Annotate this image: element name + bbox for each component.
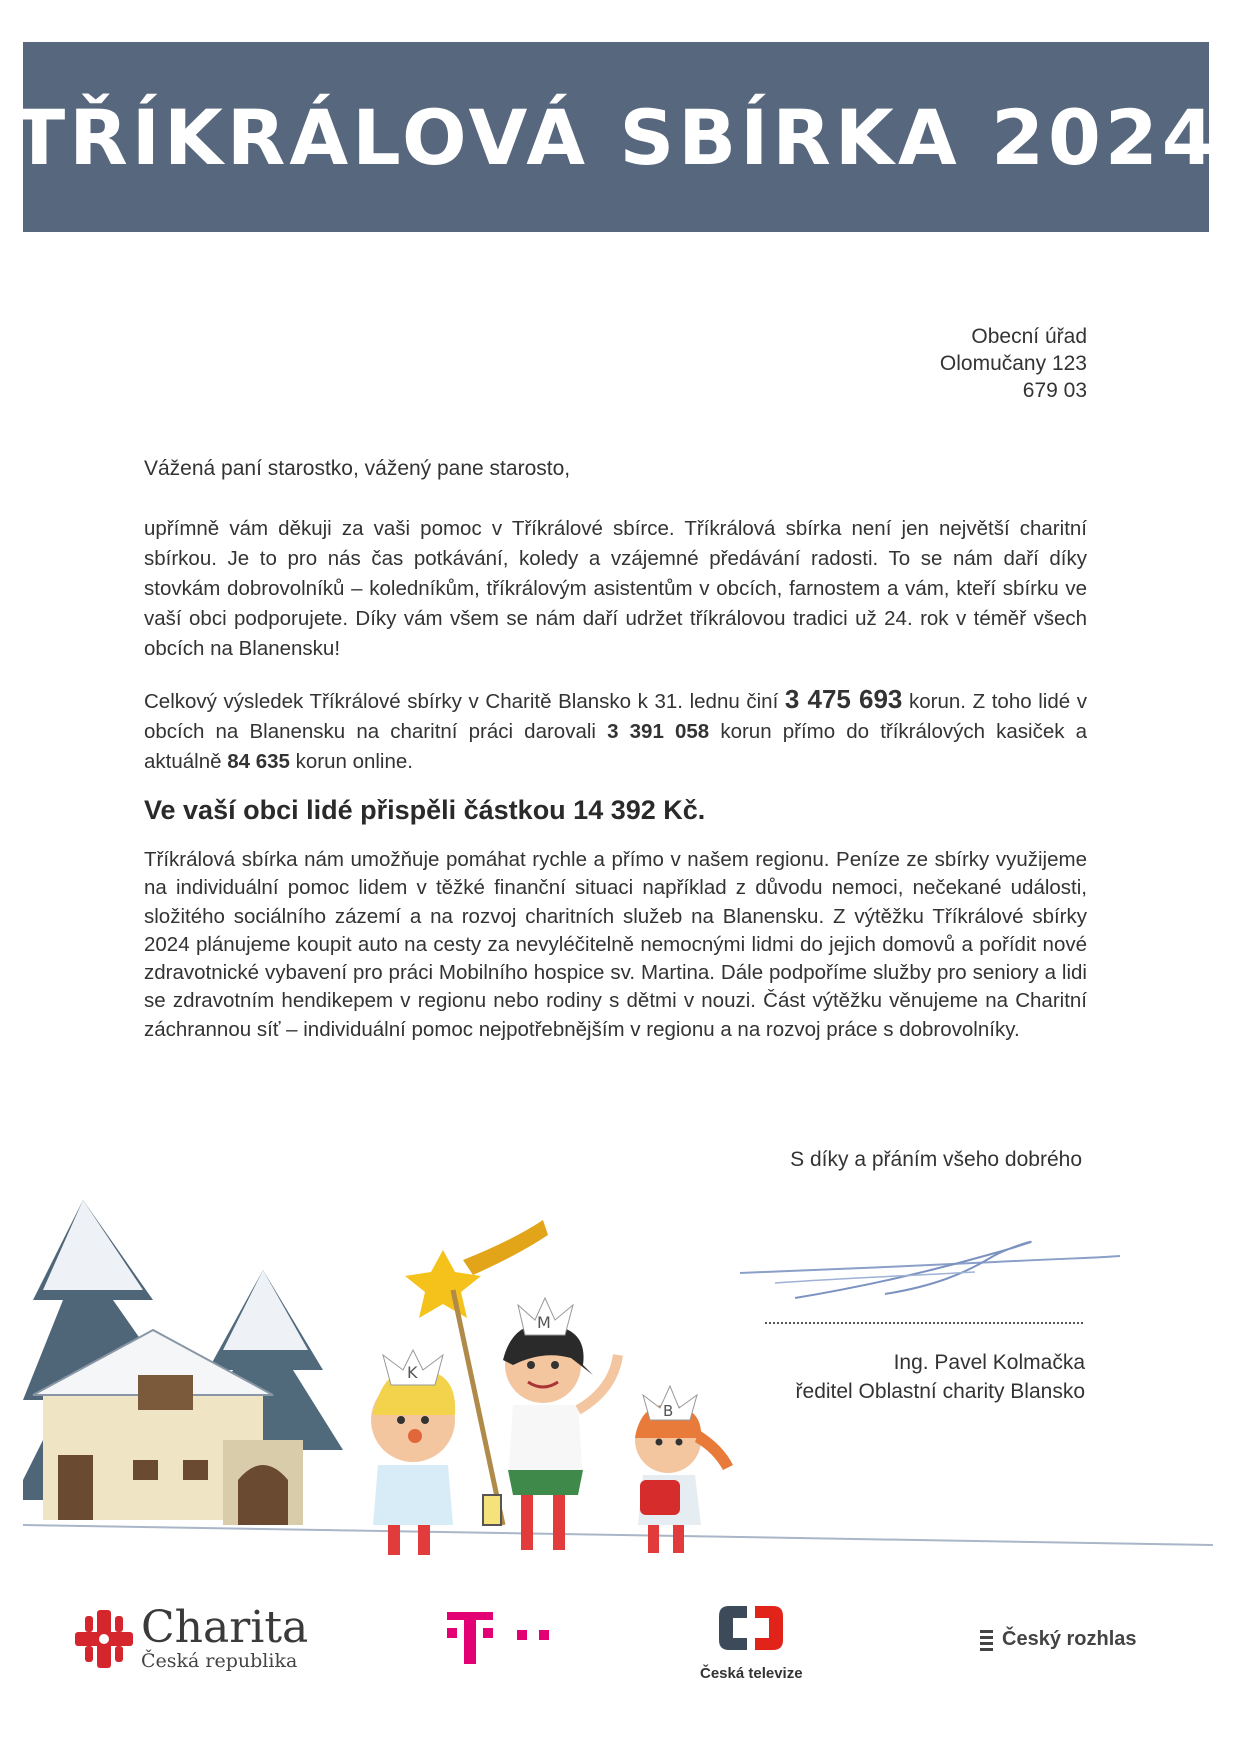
charita-name: Charita [141,1602,309,1653]
ceska-televize-logo [700,1600,803,1682]
salutation: Vážená paní starostko, vážený pane starosto, [144,457,571,480]
online-amount: 84 635 [227,750,290,773]
telekom-logo [445,1610,565,1670]
banner-title: TŘÍKRÁLOVÁ SBÍRKA 2024 [13,92,1219,182]
crown-letter-k: K [407,1363,418,1382]
charita-subtitle: Česká republika [141,1650,298,1672]
address-line-1: Obecní úřad [971,325,1087,348]
header-banner [13,42,1219,232]
results-text-1: Celkový výsledek Tříkrálové sbírky v Charitě Blansko k 31. lednu činí [144,690,785,713]
child-m [503,1298,618,1550]
results-text-3: korun přímo do tříkrálových kasiček a aktuálně [144,720,1088,773]
closing: S díky a přáním všeho dobrého [790,1148,1082,1171]
signer-name: Ing. Pavel Kolmačka [893,1351,1085,1374]
paragraph-results [144,684,1087,777]
charita-logo [73,1602,309,1672]
crown-letter-m: M [537,1313,551,1332]
sponsor-logos [0,1590,1242,1700]
three-kings-illustration [23,1180,1213,1570]
cesky-rozhlas-logo [978,1628,1137,1651]
results-text-2: korun. Z toho lidé v obcích na Blanensku na charitní práci darovali [144,690,1087,743]
results-text-4: korun online. [289,750,413,773]
charita-cross-icon [73,1608,135,1670]
signer-title: ředitel Oblastní charity Blansko [795,1380,1085,1403]
boxes-amount: 3 391 058 [607,720,710,743]
address-line-2: Olomučany 123 [939,352,1087,375]
child-b [635,1386,733,1553]
rozhlas-name: Český rozhlas [1002,1628,1137,1650]
crown-letter-b: B [663,1402,674,1420]
ct-name: Česká televize [700,1665,803,1682]
paragraph-thanks: upřímně vám děkuji za vaši pomoc v Tříkrálové sbírce. Tříkrálová sbírka není jen největší charitní sbírkou. Je to pro nás čas potkávání, koledy a vzájemné předávání radosti. To se nám daří díky stovkám dobrovolníků – koledníkům, tříkrálovým asistentům v obcích, farnostem a vám, kteří sbírku ve vaší obci podporujete. Díky vám všem se nám daří udržet tříkrálovou tradici už 24. rok v téměř všech obcích na Blanensku! [144,517,1087,660]
address-line-3: 679 03 [1022,379,1087,402]
child-k [371,1350,455,1555]
rozhlas-bars-icon [978,1629,996,1651]
paragraph-usage: Tříkrálová sbírka nám umožňuje pomáhat rychle a přímo v našem regionu. Peníze ze sbírky využijeme na individuální pomoc lidem v těžké finanční situaci například z důvodu nemoci, nečekané události, složitého sociálního zázemí a na rozvoj charitních služeb na Blanensku. Z výtěžku Tříkrálové sbírky 2024 plánujeme koupit auto na cesty za nevyléčitelně nemocnými lidmi do jejich domovů a pořídit nové zdravotnické vybavení pro práci Mobilního hospice sv. Martina. Dále podpoříme služby pro seniory a lidi se zdravotním hendikepem v regionu nebo rodiny s dětmi v nouzi. Část výtěžku věnujeme na Charitní záchrannou síť – individuální pomoc nejpotřebnějším v regionu a na rozvoj práce s dobrovolníky. [144,848,1087,1041]
total-amount: 3 475 693 [784,684,903,714]
ct-brackets-icon [711,1600,791,1656]
recipient-address [940,323,1087,404]
municipality-contribution: Ve vaší obci lidé přispěli částkou 14 392 Kč. [144,795,706,825]
